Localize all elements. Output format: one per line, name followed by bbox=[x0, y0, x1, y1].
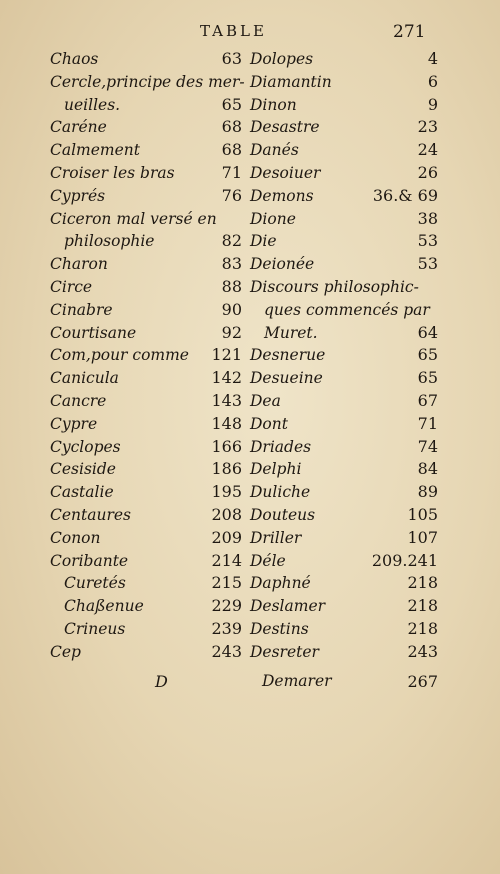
index-entry bbox=[250, 413, 438, 436]
index-entry bbox=[50, 71, 245, 94]
index-entry bbox=[50, 253, 242, 276]
index-entry bbox=[50, 572, 242, 595]
entry-word: Caréne bbox=[50, 118, 107, 137]
index-entry bbox=[50, 344, 242, 367]
index-entry bbox=[50, 162, 242, 185]
index-entry bbox=[50, 322, 242, 345]
index-entry bbox=[50, 504, 242, 527]
index-entry bbox=[250, 299, 438, 322]
entry-page: 92 bbox=[221, 322, 242, 342]
index-entry bbox=[50, 276, 242, 299]
entry-word: Déle bbox=[250, 551, 286, 570]
entry-page: 83 bbox=[221, 254, 242, 274]
header-title: TABLE bbox=[200, 22, 267, 40]
entry-word: Courtisane bbox=[50, 323, 137, 342]
entry-page: 88 bbox=[221, 276, 242, 296]
entry-page: 82 bbox=[221, 231, 242, 251]
index-entry bbox=[50, 481, 242, 504]
index-entry bbox=[250, 185, 438, 208]
entry-page: 89 bbox=[417, 482, 438, 502]
index-entry bbox=[50, 413, 242, 436]
catchword-page: 267 bbox=[407, 672, 438, 691]
entry-word: Centaures bbox=[50, 505, 132, 524]
entry-page: 209.241 bbox=[371, 550, 438, 570]
index-entry bbox=[250, 71, 438, 94]
index-entry bbox=[50, 618, 242, 641]
entry-word: Danés bbox=[250, 141, 299, 160]
entry-word: Douteus bbox=[250, 505, 316, 524]
index-entry bbox=[250, 550, 438, 573]
entry-page: 6 bbox=[427, 71, 438, 91]
index-entry bbox=[250, 504, 438, 527]
entry-page: 67 bbox=[417, 390, 438, 410]
entry-word: Discours philosophic- bbox=[250, 277, 419, 296]
entry-page: 142 bbox=[211, 368, 242, 388]
entry-page: 243 bbox=[407, 641, 438, 661]
running-header bbox=[0, 22, 500, 44]
entry-word: Dione bbox=[250, 209, 296, 228]
entry-page: 218 bbox=[407, 573, 438, 593]
entry-word: Cypre bbox=[50, 414, 98, 433]
entry-word: Duliche bbox=[250, 483, 311, 502]
entry-page: 65 bbox=[221, 94, 242, 114]
entry-word: Desoiuer bbox=[250, 163, 321, 182]
index-entry bbox=[50, 550, 242, 573]
entry-page: 107 bbox=[407, 527, 438, 547]
entry-word: Deslamer bbox=[250, 597, 326, 616]
entry-word: Die bbox=[250, 232, 277, 251]
entry-page: 121 bbox=[211, 345, 242, 365]
index-entry bbox=[50, 458, 242, 481]
entry-page: 243 bbox=[211, 641, 242, 661]
entry-page: 26 bbox=[417, 162, 438, 182]
entry-page: 105 bbox=[407, 504, 438, 524]
index-entry bbox=[250, 344, 438, 367]
entry-page: 64 bbox=[417, 322, 438, 342]
entry-word: Cep bbox=[50, 642, 81, 661]
index-entry bbox=[250, 116, 438, 139]
entry-word: Dolopes bbox=[250, 50, 314, 68]
catchword: Demarer bbox=[262, 672, 332, 690]
index-entry bbox=[250, 481, 438, 504]
index-column-right bbox=[250, 48, 438, 664]
index-entry bbox=[250, 458, 438, 481]
entry-page: 38 bbox=[417, 208, 438, 228]
index-entry bbox=[50, 230, 242, 253]
entry-word: Cyclopes bbox=[50, 437, 121, 456]
entry-page: 4 bbox=[427, 49, 438, 68]
entry-page: 36.& 69 bbox=[372, 185, 438, 205]
index-entry bbox=[250, 572, 438, 595]
index-entry bbox=[250, 230, 438, 253]
index-entry bbox=[250, 48, 438, 71]
entry-page: 215 bbox=[211, 573, 242, 593]
index-entry bbox=[250, 595, 438, 618]
entry-word: Desreter bbox=[250, 642, 319, 661]
entry-page: 53 bbox=[417, 254, 438, 274]
entry-page: 208 bbox=[211, 504, 242, 524]
index-entry bbox=[250, 618, 438, 641]
entry-page: 63 bbox=[221, 49, 242, 68]
entry-word: ques commencés par bbox=[264, 300, 430, 319]
index-entry bbox=[50, 139, 242, 162]
entry-word: Canicula bbox=[50, 369, 119, 388]
entry-word: Driller bbox=[250, 528, 302, 547]
index-entry bbox=[50, 299, 242, 322]
index-entry bbox=[250, 94, 438, 117]
index-entry bbox=[50, 390, 242, 413]
index-entry bbox=[250, 162, 438, 185]
entry-word: Coribante bbox=[50, 551, 129, 570]
entry-page: 166 bbox=[211, 436, 242, 456]
entry-word: philosophie bbox=[64, 232, 155, 251]
entry-word: Driades bbox=[250, 437, 312, 456]
entry-word: Daphné bbox=[250, 574, 311, 593]
entry-word: Demons bbox=[250, 186, 314, 205]
index-entry bbox=[50, 367, 242, 390]
entry-page: 143 bbox=[211, 390, 242, 410]
page-number: 271 bbox=[393, 22, 426, 42]
entry-page: 9 bbox=[427, 94, 438, 114]
entry-page: 71 bbox=[221, 162, 242, 182]
signature-mark: D bbox=[155, 672, 168, 691]
catchword-line bbox=[262, 672, 450, 690]
entry-word: Deionée bbox=[250, 255, 315, 274]
index-entry bbox=[50, 436, 242, 459]
entry-word: Castalie bbox=[50, 483, 114, 502]
entry-word: Conon bbox=[50, 528, 101, 547]
entry-word: Destins bbox=[250, 619, 309, 638]
entry-word: Dont bbox=[250, 414, 288, 433]
entry-word: Cyprés bbox=[50, 186, 106, 205]
index-entry bbox=[250, 527, 438, 550]
entry-page: 239 bbox=[211, 618, 242, 638]
entry-word: Muret. bbox=[264, 323, 318, 342]
entry-word: Desnerue bbox=[250, 346, 326, 365]
entry-page: 53 bbox=[417, 231, 438, 251]
index-entry bbox=[250, 436, 438, 459]
entry-word: Chaßenue bbox=[64, 597, 144, 616]
entry-word: ueilles. bbox=[64, 95, 121, 114]
entry-page: 195 bbox=[211, 482, 242, 502]
index-entry bbox=[50, 641, 242, 664]
entry-word: Desastre bbox=[250, 118, 320, 137]
entry-page: 74 bbox=[417, 436, 438, 456]
entry-word: Cercle,principe des mer- bbox=[50, 72, 245, 91]
entry-word: Circe bbox=[50, 277, 93, 296]
entry-page: 209 bbox=[211, 527, 242, 547]
index-entry bbox=[250, 641, 438, 664]
index-entry bbox=[250, 253, 438, 276]
entry-page: 218 bbox=[407, 618, 438, 638]
entry-page: 65 bbox=[417, 368, 438, 388]
entry-page: 68 bbox=[221, 140, 242, 160]
entry-word: Ciceron mal versé en bbox=[50, 209, 217, 228]
entry-word: Cinabre bbox=[50, 300, 113, 319]
entry-word: Cancre bbox=[50, 391, 107, 410]
index-entry bbox=[50, 94, 242, 117]
index-entry bbox=[50, 208, 242, 231]
index-entry bbox=[250, 390, 438, 413]
entry-word: Croiser les bras bbox=[50, 163, 175, 182]
index-entry bbox=[50, 116, 242, 139]
entry-word: Delphi bbox=[250, 460, 302, 479]
entry-page: 68 bbox=[221, 117, 242, 137]
index-entry bbox=[50, 185, 242, 208]
entry-word: Calmement bbox=[50, 141, 141, 160]
entry-page: 76 bbox=[221, 185, 242, 205]
entry-page: 214 bbox=[211, 550, 242, 570]
entry-page: 23 bbox=[417, 117, 438, 137]
entry-word: Com,pour comme bbox=[50, 346, 189, 365]
entry-page: 148 bbox=[211, 413, 242, 433]
entry-page: 71 bbox=[417, 413, 438, 433]
entry-page: 65 bbox=[417, 345, 438, 365]
entry-page: 229 bbox=[211, 596, 242, 616]
entry-word: Dea bbox=[250, 391, 281, 410]
entry-word: Dinon bbox=[250, 95, 297, 114]
index-entry bbox=[250, 208, 438, 231]
entry-word: Crineus bbox=[64, 619, 126, 638]
index-entry bbox=[50, 527, 242, 550]
entry-word: Desueine bbox=[250, 369, 323, 388]
index-column-left bbox=[50, 48, 245, 664]
entry-word: Diamantin bbox=[250, 72, 332, 91]
entry-page: 186 bbox=[211, 459, 242, 479]
entry-page: 84 bbox=[417, 459, 438, 479]
index-entry bbox=[50, 595, 242, 618]
index-entry bbox=[50, 48, 242, 71]
entry-page: 218 bbox=[407, 596, 438, 616]
entry-word: Chaos bbox=[50, 50, 99, 68]
entry-page: 24 bbox=[417, 140, 438, 160]
index-entry bbox=[250, 139, 438, 162]
entry-word: Curetés bbox=[64, 574, 126, 593]
entry-page: 90 bbox=[221, 299, 242, 319]
entry-word: Cesiside bbox=[50, 460, 116, 479]
entry-word: Charon bbox=[50, 255, 108, 274]
index-entry bbox=[250, 276, 438, 299]
index-entry bbox=[250, 367, 438, 390]
index-entry bbox=[250, 322, 438, 345]
